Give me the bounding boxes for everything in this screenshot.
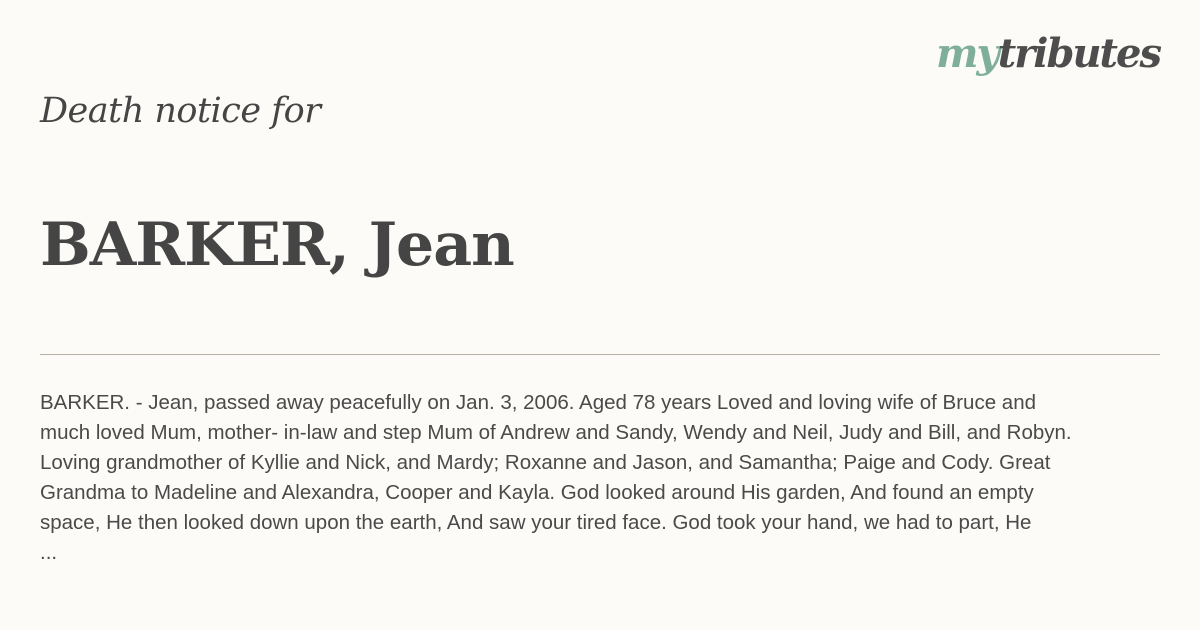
divider: [40, 354, 1160, 355]
notice-text: BARKER. - Jean, passed away peacefully on Jan. 3, 2006. Aged 78 years Loved and loving wife of Bruce and much loved Mum, mother- in-law and step Mum of Andrew and Sandy, Wendy and Neil, Judy and Bill, and Robyn. Loving grandmother of Kyllie and Nick, and Mardy; Roxanne and Jason, and Samantha; Paige and Cody. Great Grandma to Madeline and Alexandra, Cooper and Kayla. God looked around His garden, And found an empty space, He then looked down upon the earth, And saw your tired face. God took your hand, we had to part, He ...: [40, 391, 1072, 564]
mytributes-logo: [936, 30, 1160, 77]
notice-kicker: Death notice for: [40, 91, 321, 131]
deceased-name: BARKER, Jean: [40, 210, 514, 280]
logo-rest: tributes: [997, 30, 1160, 77]
logo-prefix: my: [936, 30, 998, 77]
